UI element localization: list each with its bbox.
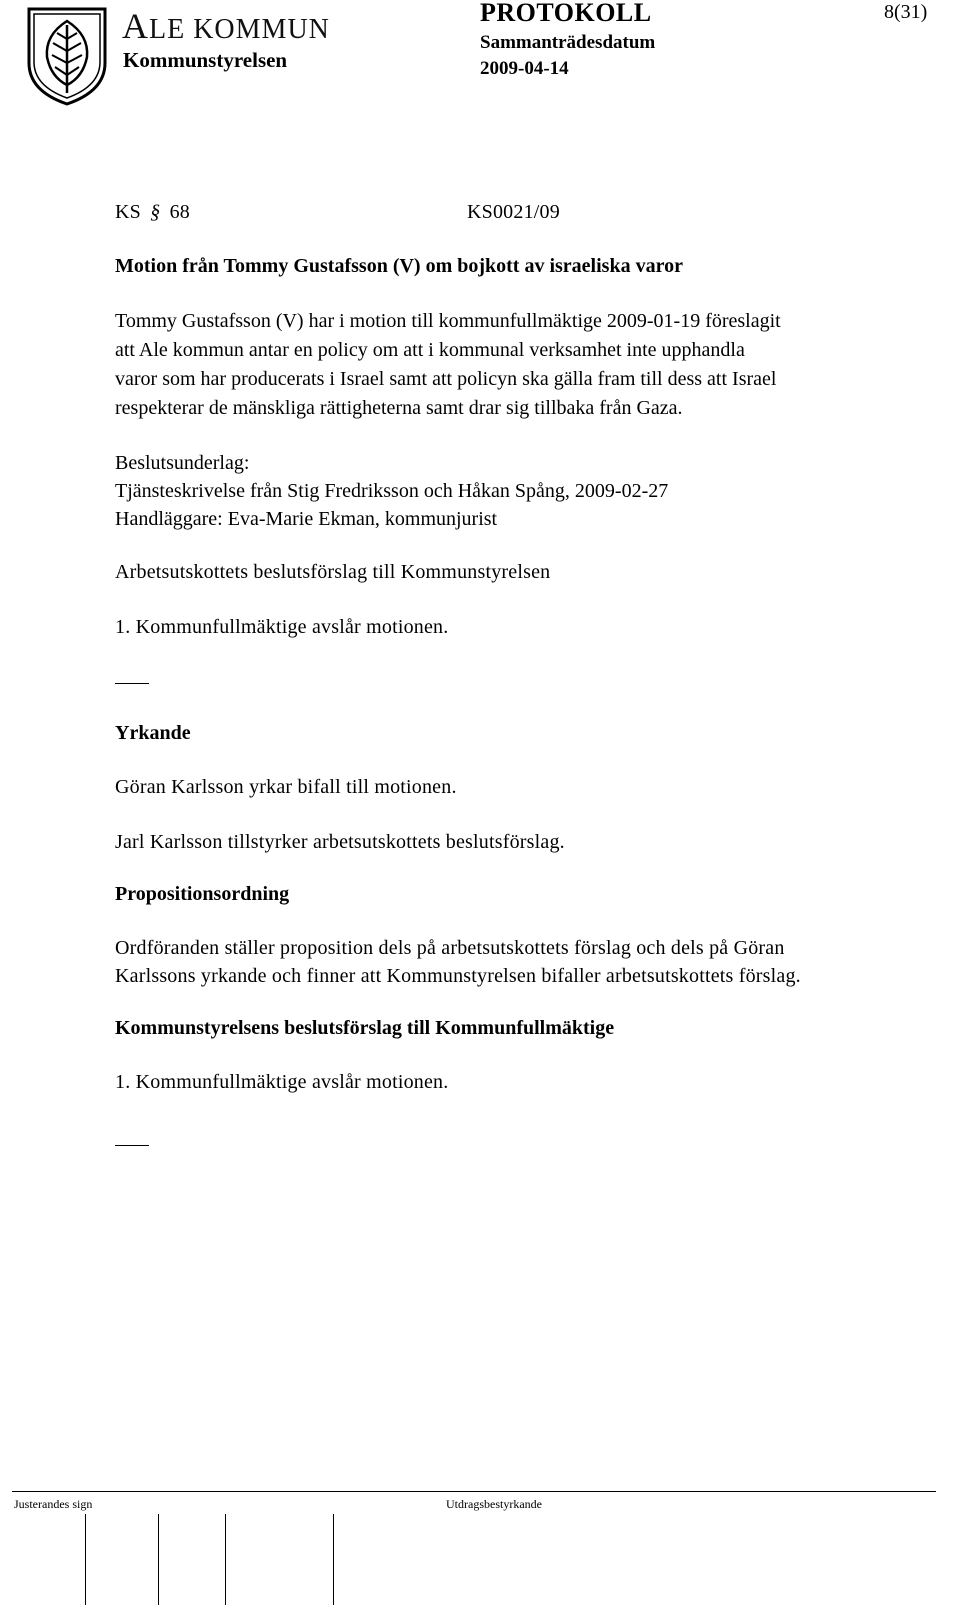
organization-department: Kommunstyrelsen <box>123 48 288 72</box>
board-proposal-item: 1. Kommunfullmäktige avslår motionen. <box>115 1071 449 1093</box>
case-prefix: KS <box>115 201 141 223</box>
case-section-ref <box>115 198 190 226</box>
section-number: 68 <box>169 201 190 223</box>
motion-text-line: Tommy Gustafsson (V) har i motion till kommunfullmäktige 2009-01-19 föreslagit <box>115 310 781 332</box>
proposition-text-line: Karlssons yrkande och finner att Kommunstyrelsen bifaller arbetsutskottets förslag. <box>115 965 801 987</box>
signature-box-divider <box>85 1514 86 1605</box>
board-proposal-heading: Kommunstyrelsens beslutsförslag till Kommunfullmäktige <box>115 1017 615 1039</box>
motion-text-line: varor som har producerats i Israel samt att policyn ska gälla fram till dess att Israel <box>115 368 777 390</box>
meeting-date: 2009-04-14 <box>480 58 569 79</box>
motion-text-line: respekterar de mänskliga rättigheterna samt drar sig tillbaka från Gaza. <box>115 397 683 419</box>
section-divider <box>115 1145 149 1146</box>
motion-claim: Göran Karlsson yrkar bifall till motionen. <box>115 776 457 798</box>
extract-certification-label: Utdragsbestyrkande <box>446 1497 542 1511</box>
motion-title: Motion från Tommy Gustafsson (V) om bojkott av israeliska varor <box>115 255 683 277</box>
signature-box-divider <box>225 1514 226 1605</box>
basis-handler: Handläggare: Eva-Marie Ekman, kommunjurist <box>115 508 498 530</box>
section-divider <box>115 683 149 684</box>
page-number: 8(31) <box>884 1 928 23</box>
committee-proposal-item: 1. Kommunfullmäktige avslår motionen. <box>115 616 449 638</box>
motion-text-line: att Ale kommun antar en policy om att i kommunal verksamhet inte upphandla <box>115 339 745 361</box>
meeting-date-label: Sammanträdesdatum <box>480 32 656 53</box>
footer-rule <box>12 1491 936 1492</box>
basis-document: Tjänsteskrivelse från Stig Fredriksson och Håkan Spång, 2009-02-27 <box>115 480 669 502</box>
adjusters-signature-label: Justerandes sign <box>14 1497 93 1511</box>
motions-heading: Yrkande <box>115 722 191 744</box>
motion-claim: Jarl Karlsson tillstyrker arbetsutskottets beslutsförslag. <box>115 831 565 853</box>
section-symbol: § <box>150 201 161 223</box>
committee-proposal-heading: Arbetsutskottets beslutsförslag till Kommunstyrelsen <box>115 561 551 583</box>
organization-name: ALE KOMMUN <box>122 6 330 46</box>
document-type: PROTOKOLL <box>480 0 652 27</box>
proposition-text-line: Ordföranden ställer proposition dels på arbetsutskottets förslag och dels på Göran <box>115 937 785 959</box>
signature-box-divider <box>333 1514 334 1605</box>
proposition-heading: Propositionsordning <box>115 883 290 905</box>
municipal-coat-of-arms-icon <box>23 5 111 107</box>
case-number: KS0021/09 <box>467 201 560 223</box>
signature-box-divider <box>158 1514 159 1605</box>
basis-label: Beslutsunderlag: <box>115 452 250 474</box>
